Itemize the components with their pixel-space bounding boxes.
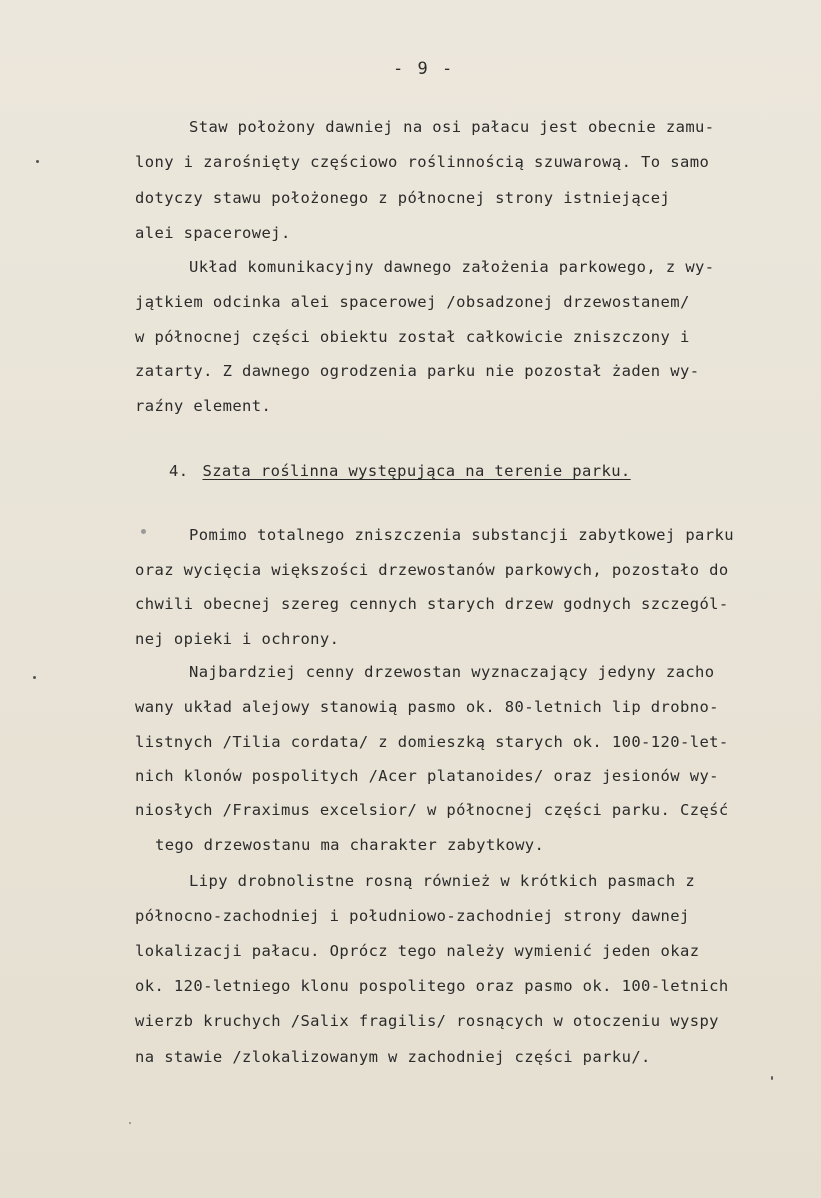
section-heading <box>169 462 631 480</box>
text-line: północno-zachodniej i południowo-zachodniej strony dawnej <box>135 907 690 925</box>
paper-speck <box>141 529 146 534</box>
text-line: Układ komunikacyjny dawnego założenia parkowego, z wy- <box>189 258 715 276</box>
paper-speck <box>129 1122 131 1124</box>
text-line: wany układ alejowy stanowią pasmo ok. 80-letnich lip drobno- <box>135 698 719 716</box>
section-number: 4. <box>169 462 189 480</box>
text-line: w północnej części obiektu został całkowicie zniszczony i <box>135 328 690 346</box>
text-line: Lipy drobnolistne rosną również w krótkich pasmach z <box>189 872 696 890</box>
text-line: Pomimo totalnego zniszczenia substancji zabytkowej parku <box>189 526 734 544</box>
text-line: Najbardziej cenny drzewostan wyznaczający jedyny zacho <box>189 663 715 681</box>
text-line: listnych /Tilia cordata/ z domieszką starych ok. 100-120-let- <box>135 733 729 751</box>
text-line: oraz wycięcia większości drzewostanów parkowych, pozostało do <box>135 561 729 579</box>
text-line: ok. 120-letniego klonu pospolitego oraz pasmo ok. 100-letnich <box>135 977 729 995</box>
text-line: na stawie /zlokalizowanym w zachodniej części parku/. <box>135 1048 651 1066</box>
paper-speck <box>36 160 39 163</box>
text-line: lokalizacji pałacu. Oprócz tego należy wymienić jeden okaz <box>135 942 700 960</box>
text-line: jątkiem odcinka alei spacerowej /obsadzonej drzewostanem/ <box>135 293 690 311</box>
text-line: zatarty. Z dawnego ogrodzenia parku nie pozostał żaden wy- <box>135 362 700 380</box>
text-line: lony i zarośnięty częściowo roślinnością szuwarową. To samo <box>135 153 710 171</box>
text-line: niosłych /Fraximus excelsior/ w północnej części parku. Część <box>135 801 729 819</box>
text-line: wierzb kruchych /Salix fragilis/ rosnących w otoczeniu wyspy <box>135 1012 719 1030</box>
text-line: nej opieki i ochrony. <box>135 630 340 648</box>
text-line: tego drzewostanu ma charakter zabytkowy. <box>155 836 545 854</box>
text-line: chwili obecnej szereg cennych starych drzew godnych szczegól- <box>135 595 729 613</box>
paper-speck <box>771 1076 773 1080</box>
page-number: - 9 - <box>393 59 455 79</box>
text-line: Staw położony dawniej na osi pałacu jest obecnie zamu- <box>189 118 715 136</box>
text-line: dotyczy stawu położonego z północnej strony istniejącej <box>135 189 671 207</box>
text-line: raźny element. <box>135 397 272 415</box>
section-title: Szata roślinna występująca na terenie parku. <box>202 462 631 480</box>
text-line: alei spacerowej. <box>135 224 291 242</box>
paper-speck <box>33 676 36 679</box>
text-line: nich klonów pospolitych /Acer platanoides/ oraz jesionów wy- <box>135 767 719 785</box>
